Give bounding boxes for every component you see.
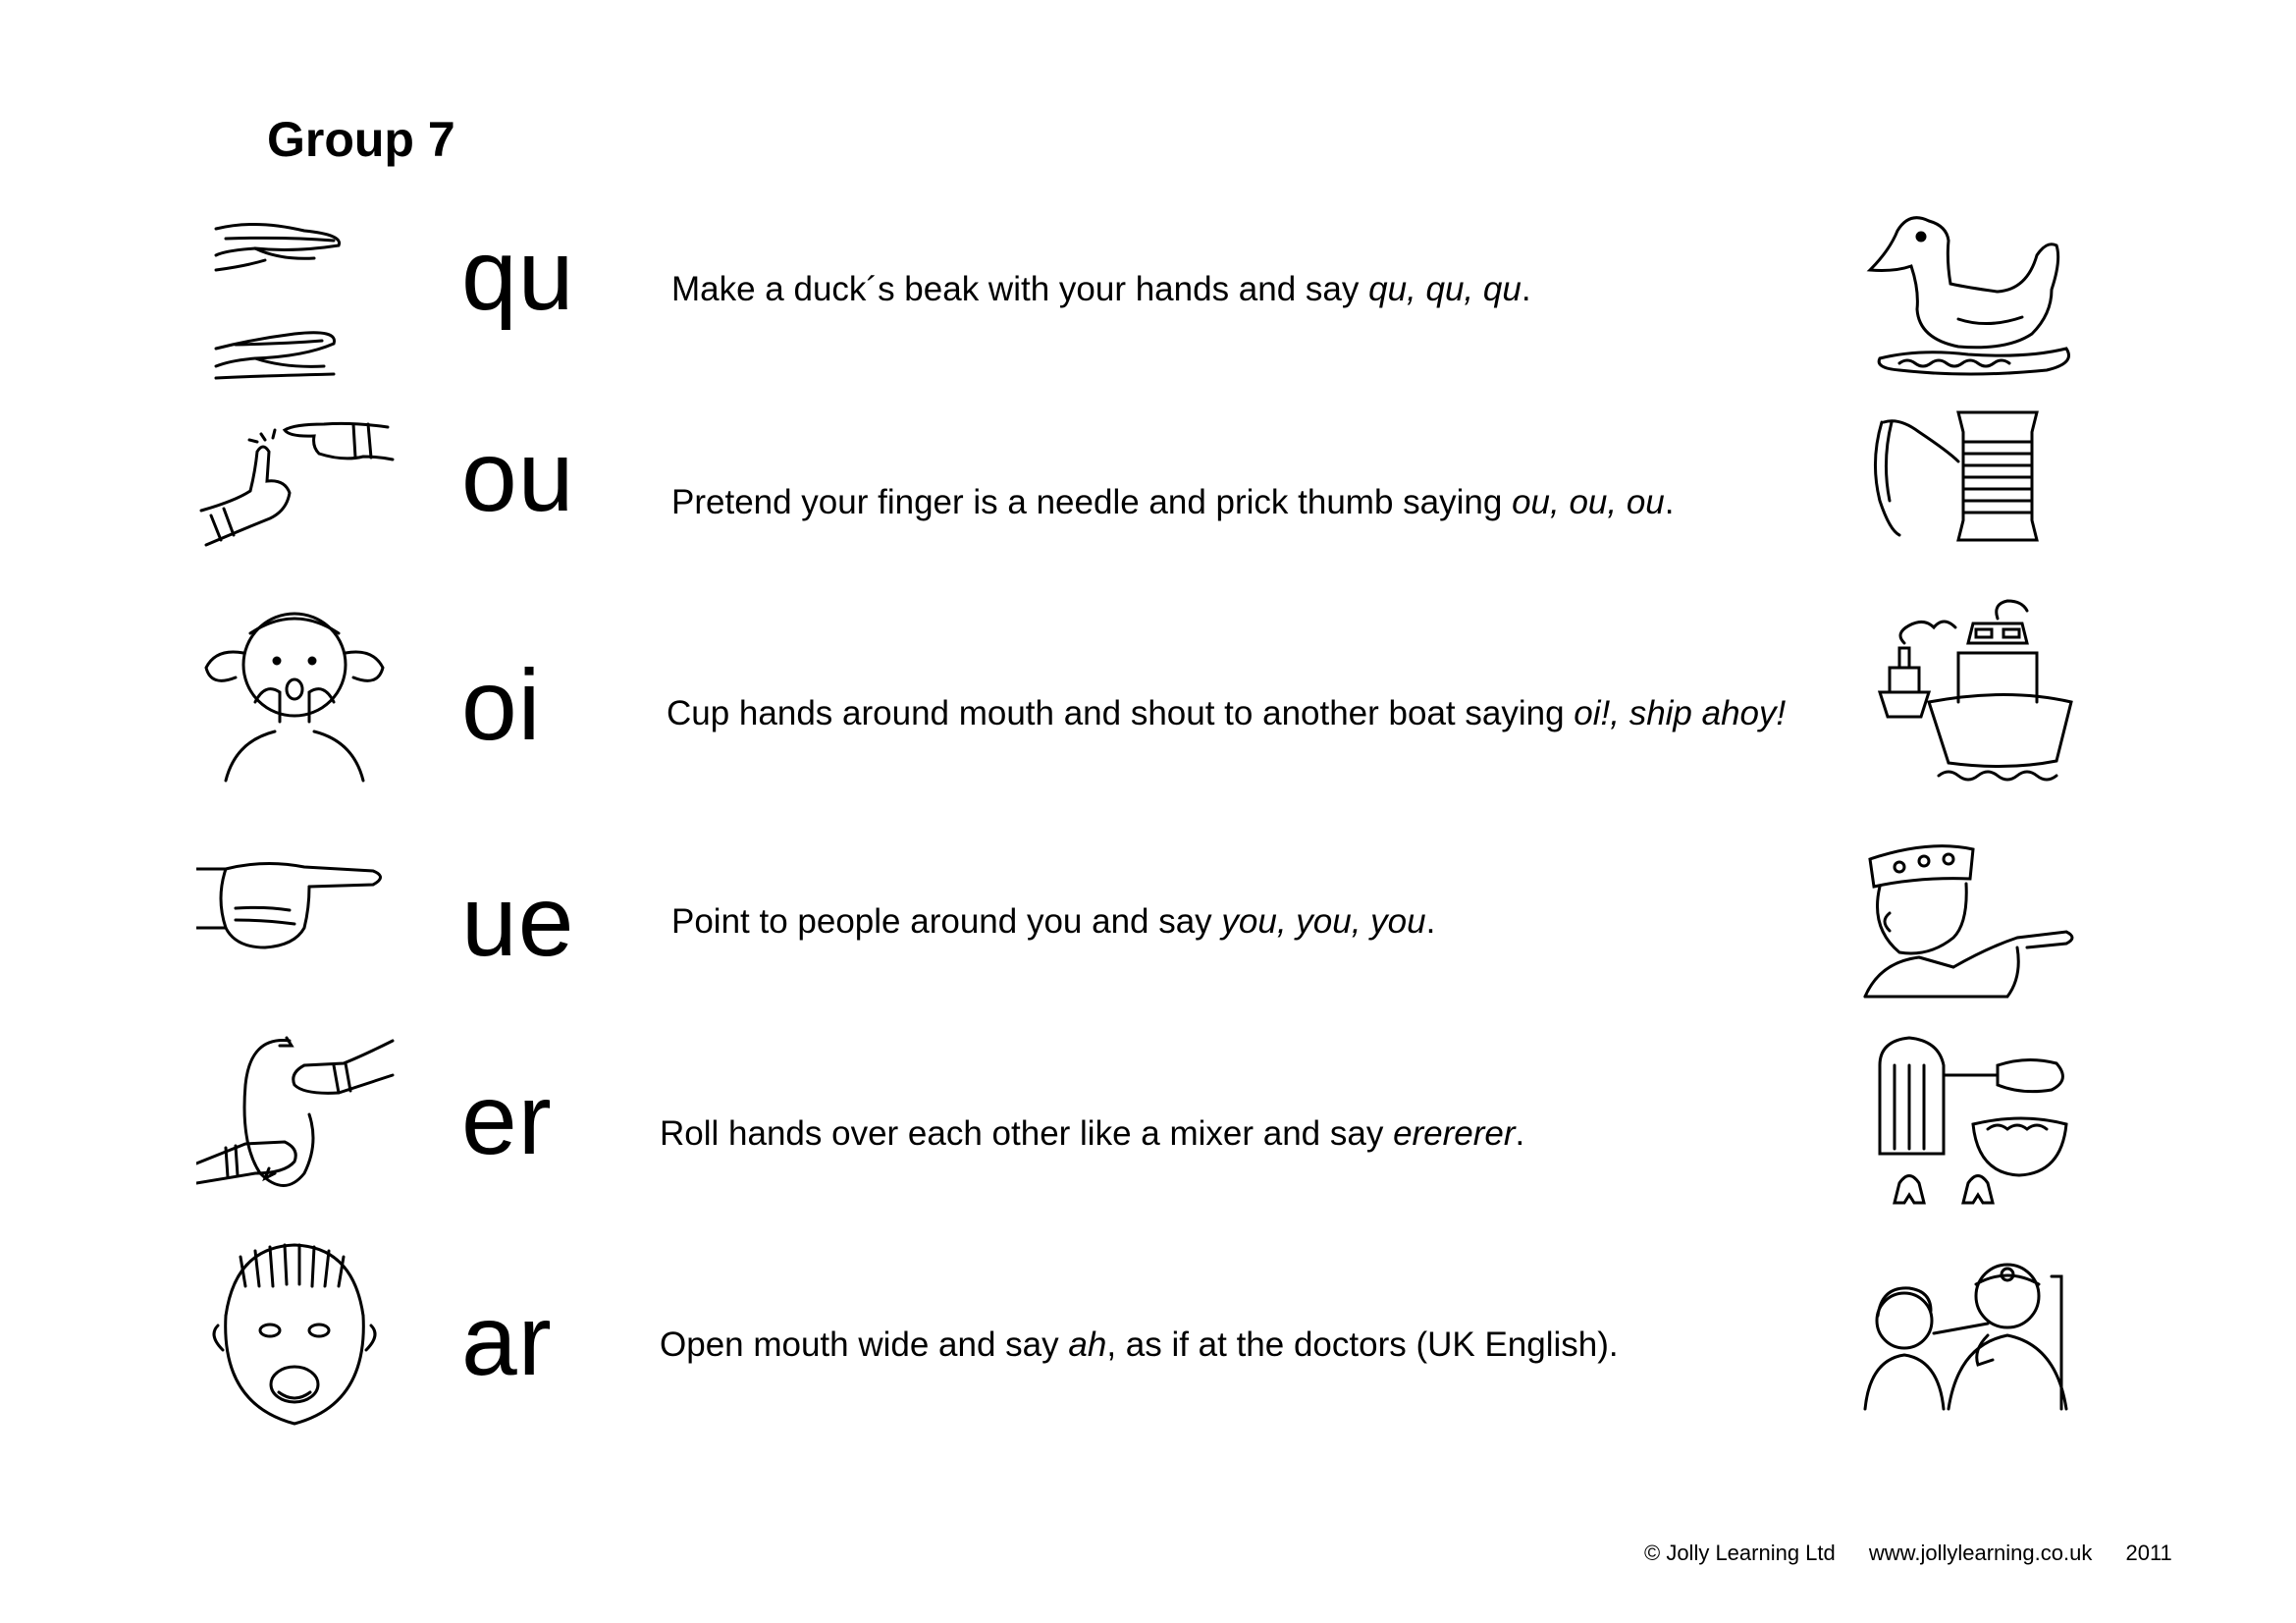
duck-icon bbox=[1860, 201, 2091, 398]
action-instruction: Open mouth wide and say ah, as if at the doctors (UK English). bbox=[660, 1325, 1619, 1364]
footer bbox=[1644, 1540, 2172, 1567]
mixer-icon bbox=[1860, 1026, 2091, 1222]
sound-letters: ue bbox=[461, 865, 575, 977]
doctor-icon bbox=[1860, 1237, 2091, 1434]
boy-pointing-icon bbox=[1860, 830, 2091, 1026]
boy-open-mouth-icon bbox=[196, 1237, 402, 1434]
copyright-text: © Jolly Learning Ltd bbox=[1644, 1541, 1836, 1565]
action-row-qu bbox=[0, 201, 2296, 398]
action-row-ou bbox=[0, 403, 2296, 599]
sound-letters: er bbox=[461, 1063, 553, 1175]
action-instruction: Roll hands over each other like a mixer and say erererer. bbox=[660, 1114, 1525, 1153]
pointing-hand-icon bbox=[196, 830, 402, 1026]
boats-icon bbox=[1860, 594, 2091, 790]
sound-letters: oi bbox=[461, 649, 542, 761]
duck-beak-hands-icon bbox=[196, 201, 402, 398]
action-row-oi bbox=[0, 594, 2296, 790]
action-instruction: Point to people around you and say you, you, you. bbox=[671, 902, 1436, 941]
year-text: 2011 bbox=[2125, 1541, 2172, 1565]
needle-thread-spool-icon bbox=[1860, 403, 2091, 599]
sound-letters: qu bbox=[461, 219, 575, 331]
action-row-ue bbox=[0, 830, 2296, 1026]
action-instruction: Make a duck´s beak with your hands and say qu, qu, qu. bbox=[671, 270, 1531, 308]
finger-prick-thumb-icon bbox=[196, 403, 402, 599]
page-title: Group 7 bbox=[267, 112, 455, 167]
action-instruction: Cup hands around mouth and shout to another boat saying oi!, ship ahoy! bbox=[667, 694, 1787, 732]
website-text: www.jollylearning.co.uk bbox=[1868, 1541, 2093, 1565]
sound-letters: ar bbox=[461, 1284, 553, 1396]
action-row-er bbox=[0, 1026, 2296, 1222]
girl-cupping-mouth-icon bbox=[196, 594, 402, 790]
action-instruction: Pretend your finger is a needle and prick thumb saying ou, ou, ou. bbox=[671, 483, 1675, 521]
rolling-hands-icon bbox=[196, 1026, 402, 1222]
sound-letters: ou bbox=[461, 420, 575, 532]
action-row-ar bbox=[0, 1237, 2296, 1434]
